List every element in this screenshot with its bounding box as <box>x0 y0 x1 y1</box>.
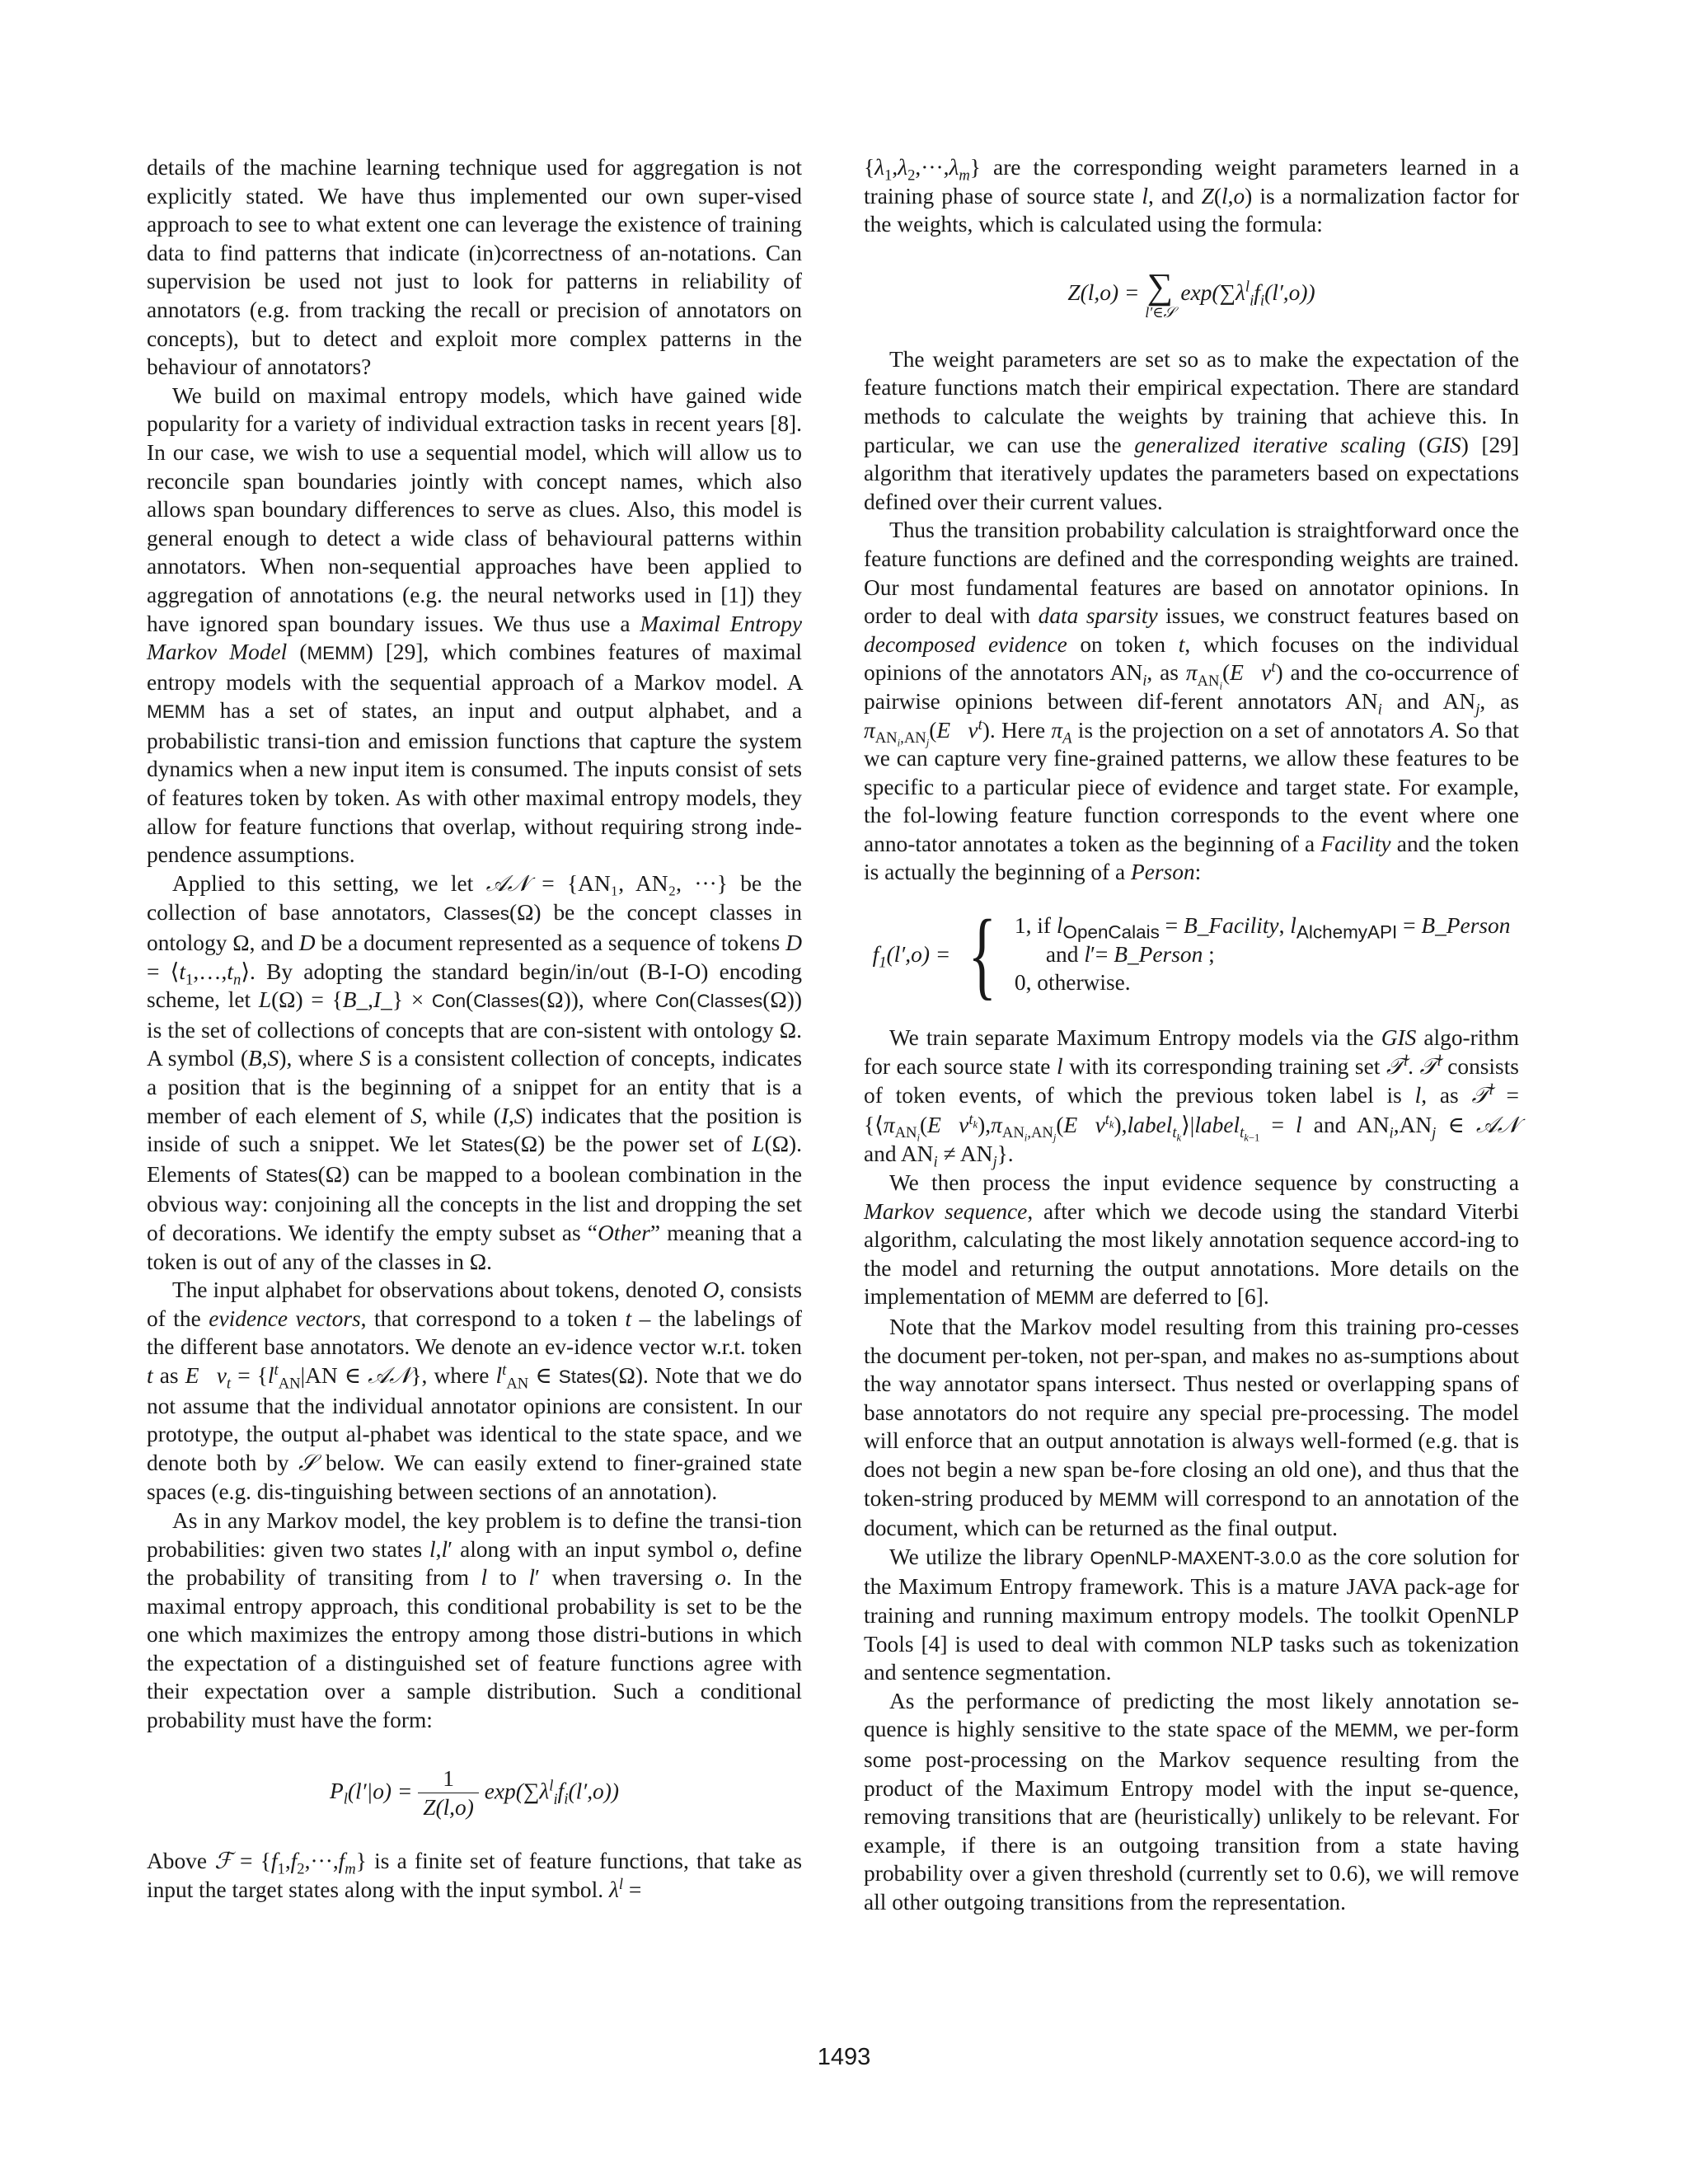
paragraph: Thus the transition probability calculation is straightforward once the feature functions are defined and the corresponding weights are trained. Our most fundamental features are based on annotator opinions. In order to deal with data sparsity issues, we construct features based on decomposed evidence on token t, which focuses on the individual opinions of the annotators $AN_i$, as $\pi_{AN_i}(E⃗v^t)$ and the co-occurrence of pairwise opinions between dif-ferent annotators $AN_i$ and $AN_j$, as $\pi_{AN_i,AN_j}(E⃗v^t)$. Here $\pi_A$ is the projection on a set of annotators A. So that we can capture very fine-grained patterns, we allow these features to be specific to a particular piece of evidence and target state. For example, the fol-lowing feature function corresponds to the event where one anno-tator annotates a token as the beginning of a Facility and the token is actually the beginning of a Person: <box>864 518 1519 885</box>
left-column <box>147 153 802 1905</box>
paragraph: We train separate Maximum Entropy models via the GIS algo-rithm for each source state l with its corresponding training set 𝒯$^l$. 𝒯$^l$ consists of token events, of which the previous token label is l, as 𝒯$^l$ = {$⟨\pi_{AN_i}(E⃗v^{t_k}),\pi_{AN_i,AN_j}(E⃗v^{t_k}),label_{t_k}⟩|label_{t_{k-1}} = l$ and $AN_i,AN_j$ ∈ 𝒜𝒩 and $AN_i \ne AN_j$}. <box>864 1025 1519 1171</box>
paragraph: details of the machine learning technique used for aggregation is not explicitly stated. We have thus implemented our own super-vised approach to see to what extent one can leverage the existence of training data to find patterns that indicate (in)correctness of an-notations. Can supervision be used not just to look for patterns in reliability of annotators (e.g. from tracking the recall or precision of annotators on concepts), but to detect and exploit more complex patterns in the behaviour of annotators? <box>147 155 802 380</box>
paragraph: Note that the Markov model resulting from this training pro-cesses the document per-token, not per-span, and makes no as-sumptions about the way annotator spans intersect. Thus nested or overlapping spans of base annotators do not require any special pre-processing. The model will enforce that an output annotation is always well-formed (e.g. that is does not begin a new span be-fore closing an old one), and thus that the token-string produced by MEMM will correspond to an annotation of the document, which can be returned as the final output. <box>864 1315 1519 1541</box>
paragraph: We build on maximal entropy models, which have gained wide popularity for a variety of individual extraction tasks in recent years [8]. In our case, we wish to use a sequential model, which will allow us to reconcile span boundaries jointly with concept names, which also allows span boundary differences to serve as clues. Also, this model is general enough to detect a wide class of behavioural patterns within annotators. When non-sequential approaches have been applied to aggregation of annotations (e.g. the neural networks used in [1]) they have ignored span boundary issues. We thus use a Maximal Entropy Markov Model (MEMM) [29], which combines features of maximal entropy models with the sequential approach of a Markov model. A MEMM has a set of states, an input and output alphabet, and a probabilistic transi-tion and emission functions that capture the system dynamics when a new input item is consumed. The inputs consist of sets of features token by token. As with other maximal entropy models, they allow for feature functions that overlap, without requiring strong inde-pendence assumptions. <box>147 382 802 868</box>
paragraph: As in any Markov model, the key problem is to define the transi-tion probabilities: given two states l,l′ along with an input symbol o, define the probability of transiting from l to l′ when traversing o. In the maximal entropy approach, this conditional probability is set to be the one which maximizes the entropy among those distri-butions in which the expectation of a distinguished set of feature functions agree with their expectation over a sample distribution. Such a conditional probability must have the form: <box>147 1507 803 1733</box>
equation-normalization: Z(l,o) = ∑ l′∈𝒮 $\exp(\sum\lambda^l_if_i(l',o))$ <box>1067 265 1315 321</box>
paragraph: As the performance of predicting the most likely annotation se-quence is highly sensitive to the state space of the MEMM, we per-form some post-processing on the Markov sequence resulting from the product of the Maximum Entropy model with the input se-quence, removing transitions that are (heuristically) unlikely to be relevant. For example, if there is an outgoing transition from a state having probability over a given threshold (currently set to 0.6), we will remove all other outgoing transitions from the representation. <box>864 1688 1519 1915</box>
paragraph: The input alphabet for observations about tokens, denoted O, consists of the evidence vectors, that correspond to a token t – the labelings of the different base annotators. We denote an ev-idence vector w.r.t. token t as $E⃗v_t = \{l^t_{AN}|AN$ ∈ 𝒜𝒩}, where $l^t_{AN}$ ∈ States(Ω). Note that we do not assume that the individual annotator opinions are consistent. In our prototype, the output al-phabet was identical to the state space, and we denote both by 𝒮 below. We can easily extend to finer-grained state spaces (e.g. dis-tinguishing between sections of an annotation). <box>147 1277 802 1505</box>
page-number: 1493 <box>817 2044 871 2070</box>
paragraph: Above ℱ = $\{f_1,f_2,\cdot\cdot\cdot,f_m\}$ is a finite set of feature functions, that take as input the target states along with the input symbol. $\lambda^l$ = <box>147 1848 802 1903</box>
paragraph: Applied to this setting, we let 𝒜𝒩 = {AN₁, AN₂, ···} be the collection of base annotators, Classes(Ω) be the concept classes in ontology Ω, and D be a document represented as a sequence of tokens $D = ⟨t_1,\dots,t_n⟩$. By adopting the standard begin/in/out (B-I-O) encoding scheme, let L(Ω) = {B_,I_} × Con(Classes(Ω)), where Con(Classes(Ω)) is the set of collections of concepts that are con-sistent with ontology Ω. A symbol (B,S), where S is a consistent collection of concepts, indicates a position that is the beginning of a snippet for an entity that is a member of each element of S, while (I,S) indicates that the position is inside of such a snippet. We let States(Ω) be the power set of L(Ω). Elements of States(Ω) can be mapped to a boolean combination in the obvious way: conjoining all the concepts in the list and dropping the set of decorations. We identify the empty subset as “Other” meaning that a token is out of any of the classes in Ω. <box>147 870 803 1274</box>
paragraph: We then process the input evidence sequence by constructing a Markov sequence, after which we decode using the standard Viterbi algorithm, calculating the most likely annotation sequence accord-ing to the model and returning the output annotations. More details on the implementation of MEMM are deferred to [6]. <box>864 1170 1519 1310</box>
paragraph: We utilize the library OpenNLP-MAXENT-3.0.0 as the core solution for the Maximum Entropy framework. This is a mature JAVA pack-age for training and running maximum entropy models. The toolkit OpenNLP Tools [4] is used to deal with common NLP tasks such as tokenization and sentence segmentation. <box>864 1544 1519 1685</box>
paragraph: $\{\lambda_1,\lambda_2,\cdot\cdot\cdot,\lambda_m\}$ are the corresponding weight parameters learned in a training phase of source state l, and Z(l,o) is a normalization factor for the weights, which is calculated using the formula: <box>864 155 1519 237</box>
paragraph: The weight parameters are set so as to make the expectation of the feature functions match their empirical expectation. There are standard methods to calculate the weights by training that achieve this. In particular, we can use the generalized iterative scaling (GIS) [29] algorithm that iteratively updates the parameters based on expectations defined over their current values. <box>864 346 1519 514</box>
right-column <box>864 153 1519 1916</box>
equation-transition-probability: $P_l(l'|o)$ = $\frac{1}{Z(l,o)}$ $\exp(\sum\lambda^l_if_i(l',o))$ <box>330 1765 619 1821</box>
equation-feature-function: $f_1(l',o)$ = { 1, if $l_{OpenCalais}$ = B_Facility, $l_{AlchemyAPI}$ = B_Person and l′= B_Person ; 0, otherwise. <box>872 899 1511 1010</box>
